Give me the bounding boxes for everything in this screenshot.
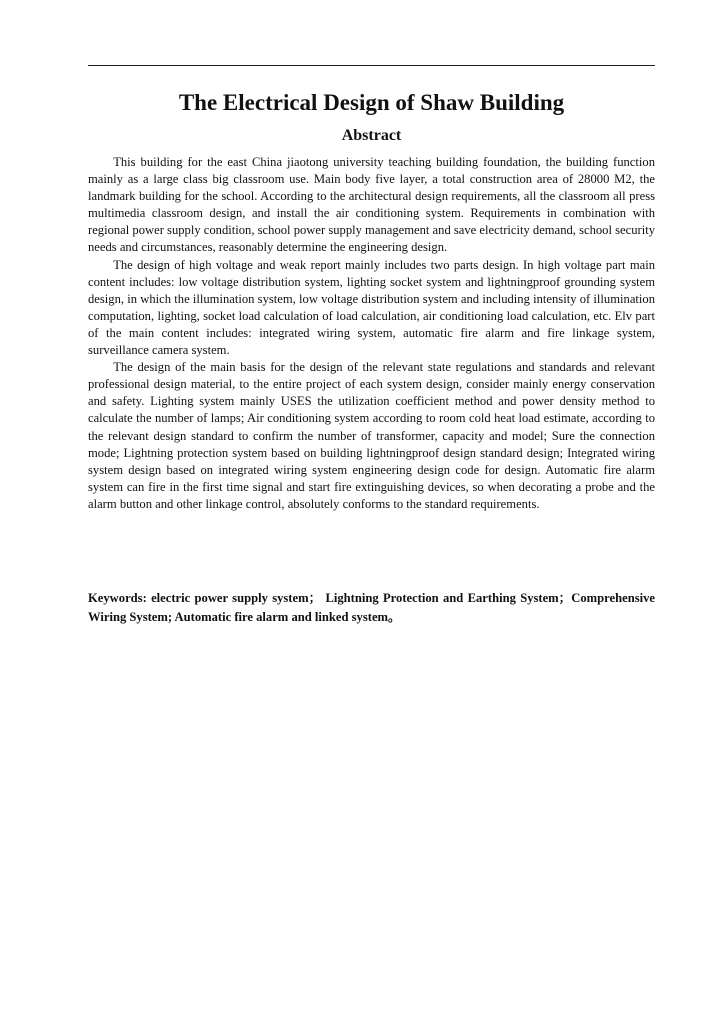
abstract-body xyxy=(88,154,655,513)
keywords-text: electric power supply system； Lightning Protection and Earthing System；Comprehensive Wiring System; Automatic fire alarm and linked system。 xyxy=(88,591,655,624)
abstract-paragraph: The design of the main basis for the design of the relevant state regulations and standards and relevant professional design material, to the entire project of each system design, consider mainly energy conservation and safety. Lighting system mainly USES the utilization coefficient method and power density method to calculate the number of lamps; Air conditioning system according to room cold heat load estimate, according to the relevant design standard to confirm the number of transformer, capacity and model; Sure the connection mode; Lightning protection system based on building lightningproof design standard design; Integrated wiring system design based on integrated wiring system engineering design code for design. Automatic fire alarm system can fire in the first time signal and start fire extinguishing devices, so when decorating a probe and the alarm button and other linkage control, absolutely conforms to the standard requirements. xyxy=(88,360,655,511)
abstract-paragraph: This building for the east China jiaotong university teaching building foundation, the building function mainly as a large class big classroom use. Main body five layer, a total construction area of 28000 M2, the landmark building for the school. According to the architectural design requirements, all the classroom all press multimedia classroom design, and install the air conditioning system. Requirements in combination with regional power supply condition, school power supply management and save electricity demand, school security needs and circumstances, reasonably determine the engineering design. xyxy=(88,155,655,255)
keywords xyxy=(88,589,655,627)
header-rule xyxy=(88,65,655,66)
abstract-heading: Abstract xyxy=(341,127,402,144)
keywords-label: Keywords: xyxy=(88,591,147,605)
abstract-paragraph: The design of high voltage and weak report mainly includes two parts design. In high voltage part main content includes: low voltage distribution system, lighting socket system and lightningproof grounding system design, in which the illumination system, low voltage distribution system and including intensity of illumination computation, lighting, socket load calculation of load calculation, air conditioning load calculation, etc. Elv part of the main content includes: integrated wiring system, automatic fire alarm and fire linkage system, surveillance camera system. xyxy=(88,257,655,358)
document-title: The Electrical Design of Shaw Building xyxy=(178,90,565,115)
